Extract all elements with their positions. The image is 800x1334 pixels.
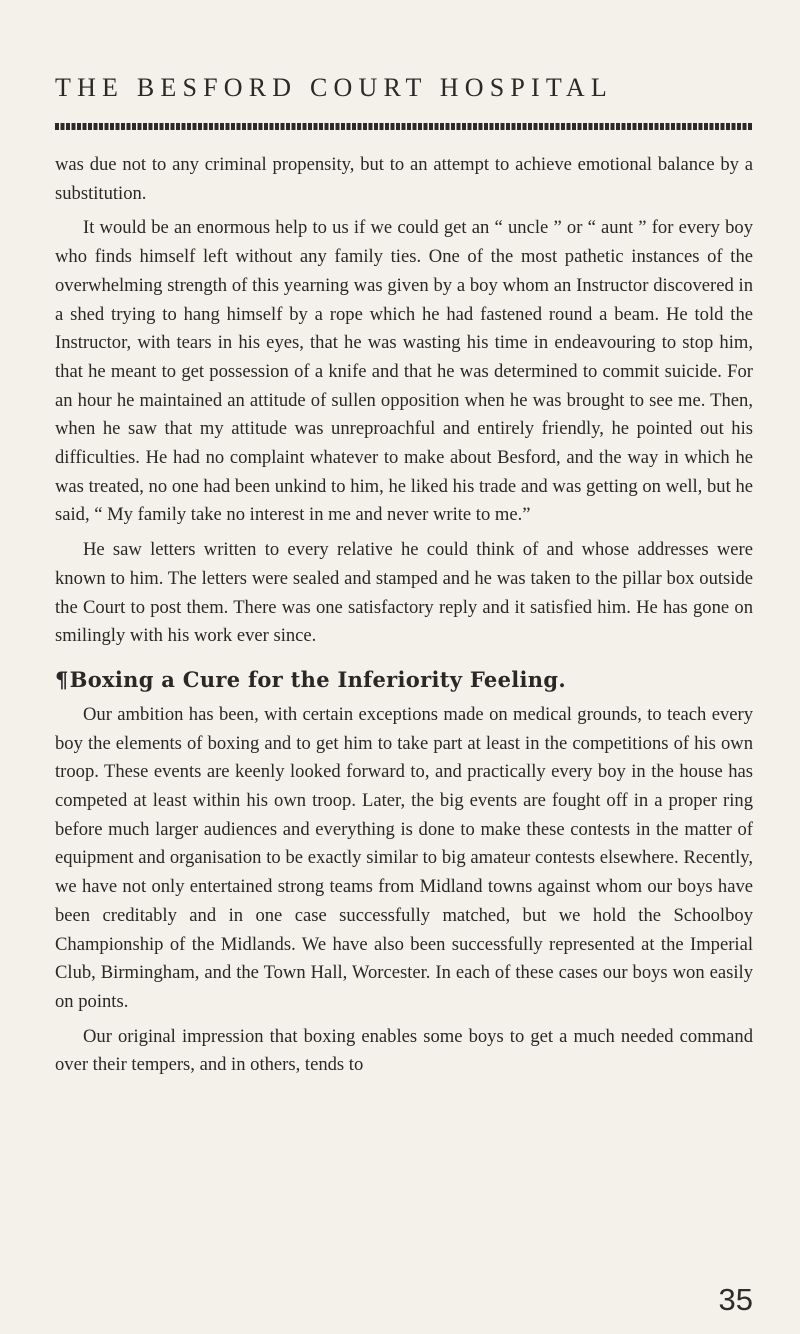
paragraph: Our original impression that boxing enables some boys to get a much needed command over their tempers, and in others, tends to	[55, 1025, 753, 1076]
paragraph: He saw letters written to every relative he could think of and whose addresses were known to him. The letters were sealed and stamped and he was taken to the pillar box outside the Court to post them. There was one satisfactory reply and it satisfied him. He has gone on smilingly with his work ever since.	[55, 539, 753, 647]
paragraph: Our ambition has been, with certain exceptions made on medical grounds, to teach every boy the elements of boxing and to get him to take part at least in the competitions of his own troop. These events are keenly looked forward to, and practically every boy in the house has competed at least within his own troop. Later, the big events are fought off in a proper ring before much larger audiences and everything is done to make these contests in the matter of equipment and organisation to be exactly similar to big amateur contests elsewhere. Recently, we have not only entertained strong teams from Midland towns against whom our boys have been creditably and in one case successfully matched, but we hold the Schoolboy Championship of the Midlands. We have also been successfully represented at the Imperial Club, Birmingham, and the Town Hall, Worcester. In each of these cases our boys won easily on points.	[55, 703, 753, 1012]
page	[55, 0, 753, 1334]
section-heading	[55, 666, 753, 694]
running-head: THE BESFORD COURT HOSPITAL	[55, 73, 613, 102]
paragraph: It would be an enormous help to us if we could get an “ uncle ” or “ aunt ” for every boy who finds himself left without any family ties. One of the most pathetic instances of the overwhelming strength of this yearning was given by a boy whom an Instructor discovered in a shed trying to hang himself by a rope which he had fastened round a beam. He told the Instructor, with tears in his eyes, that he was wasting his time in endeavouring to stop him, that he meant to get possession of a knife and that he was determined to commit suicide. For an hour he maintained an attitude of sullen opposition when he was brought to see me. Then, when he saw that my attitude was unreproachful and entirely friendly, he pointed out his difficulties. He had no complaint whatever to make about Besford, and the way in which he was treated, no one had been unkind to him, he liked his trade and was getting on well, but he said, “ My family take no interest in me and never write to me.”	[55, 217, 753, 526]
decorative-rule	[55, 123, 753, 130]
paragraph: was due not to any criminal propensity, but to an attempt to achieve emotional balance by a substitution.	[55, 154, 753, 204]
pilcrow-icon: ¶	[55, 666, 69, 692]
page-number: 35	[718, 1282, 753, 1317]
body-text	[55, 151, 753, 1080]
section-heading-text: Boxing a Cure for the Inferiority Feeling.	[69, 666, 566, 692]
